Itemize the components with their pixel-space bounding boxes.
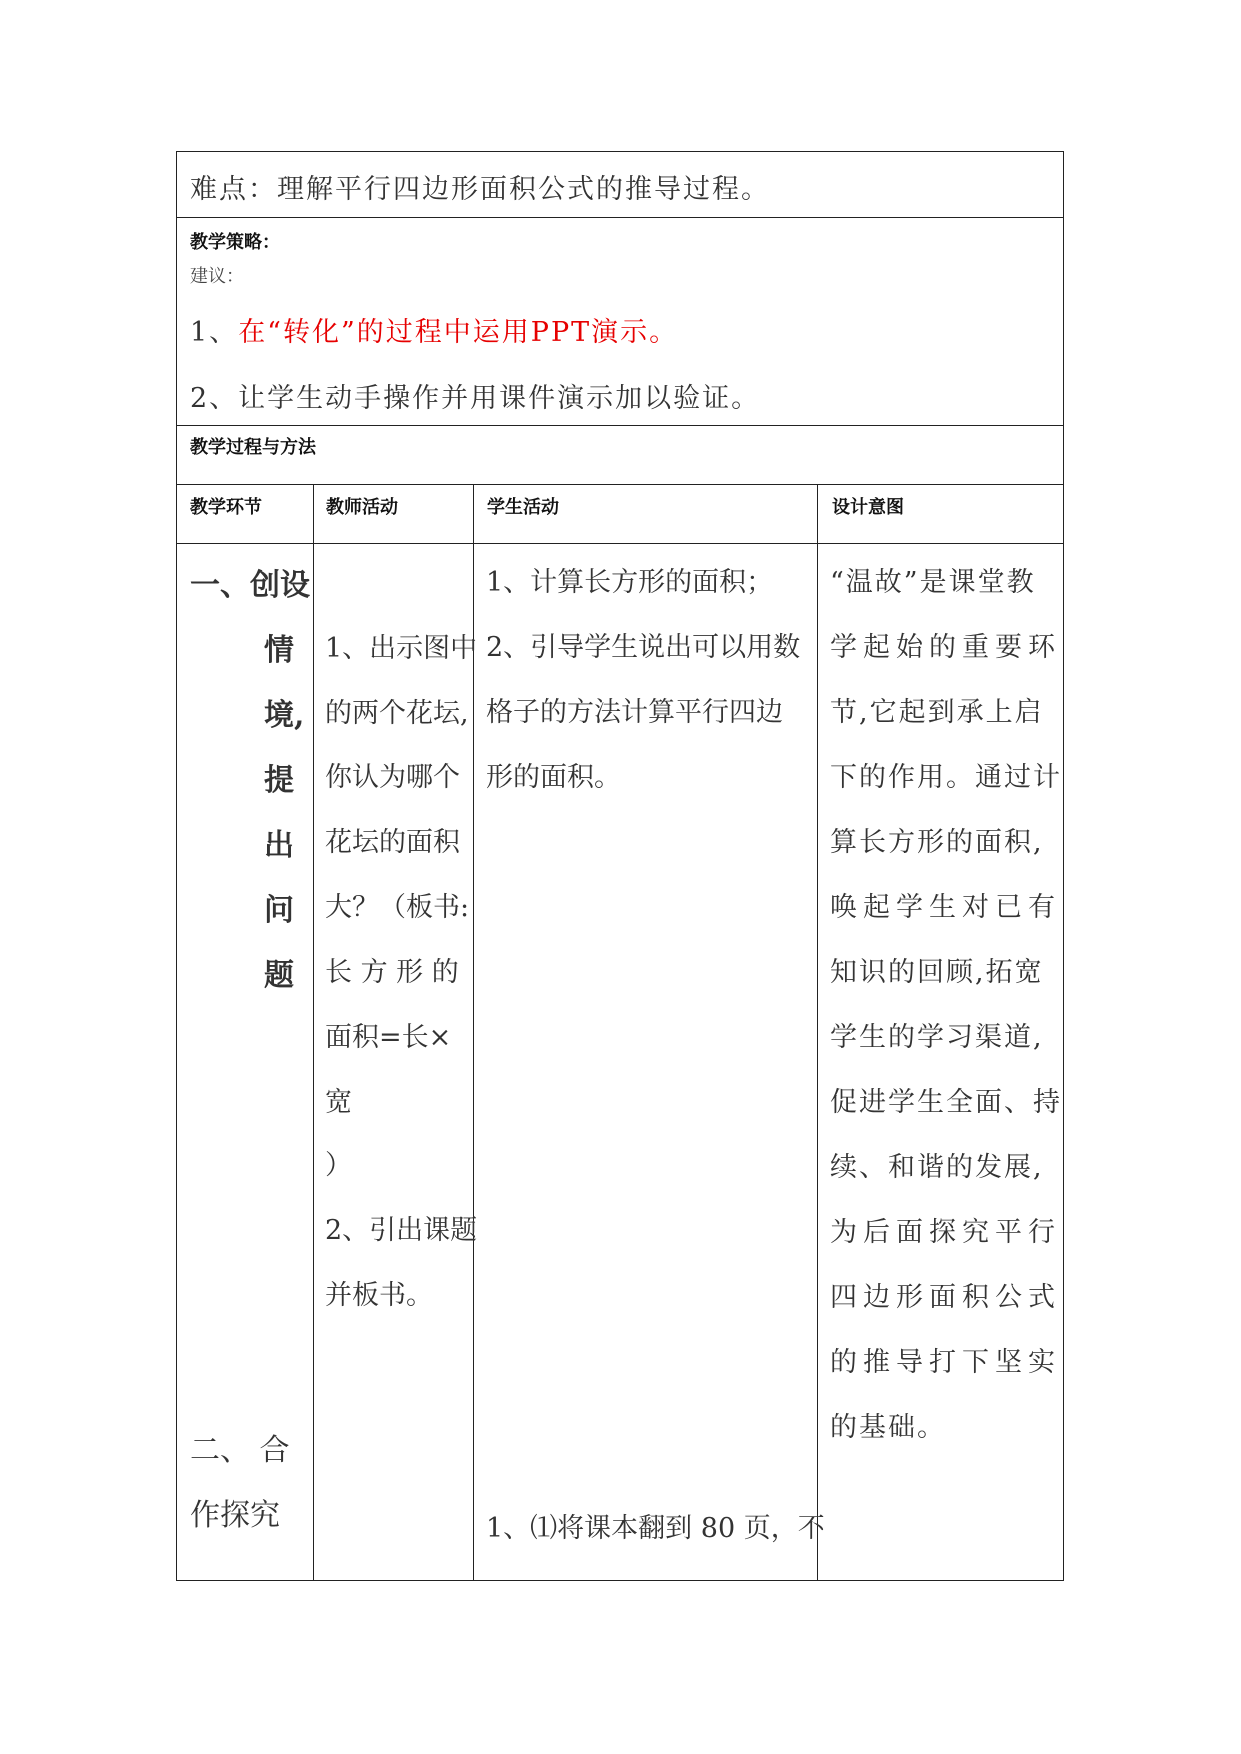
teacher-line: 宽 [325,1087,352,1118]
stage1-line1: 一、创设 [190,568,310,603]
header-design: 设计意图 [832,497,904,518]
column-divider [817,484,818,1581]
design-line: 促进学生全面、持 [830,1087,1062,1118]
item-text-red: 在“转化”的过程中运用PPT演示。 [238,317,679,348]
design-line: 学生的学习渠道, [830,1022,1044,1053]
strategy-title: 教学策略： [190,232,280,253]
column-divider [313,484,314,1581]
student-line-bottom: 1、⑴将课本翻到 80 页，不 [486,1513,825,1544]
row-divider [176,217,1064,218]
stage2-line2: 作探究 [190,1498,280,1533]
header-teacher: 教师活动 [326,497,398,518]
design-line: 算长方形的面积, [830,827,1044,858]
stage1-char: 题 [264,958,294,993]
stage1-char: 问 [264,893,294,928]
teacher-line: 1、出示图中 [325,633,478,664]
teacher-line: 并板书。 [325,1280,433,1311]
item-number: 1、 [190,317,239,348]
design-line: 四边形面积公式 [830,1282,1061,1313]
teacher-line: ） [325,1150,352,1181]
design-line: 续、和谐的发展, [830,1152,1044,1183]
teacher-line: 2、引出课题 [325,1215,478,1246]
row-divider [176,425,1064,426]
design-line: 下的作用。通过计 [830,762,1062,793]
teacher-line: 长 方 形 的 [325,957,459,988]
student-line: 格子的方法计算平行四边 [486,697,783,728]
strategy-item-1 [190,310,678,349]
stage1-char: 境, [264,698,305,733]
stage1-char: 情 [264,633,294,668]
stage1-char: 提 [264,763,294,798]
student-line: 1、计算长方形的面积； [486,567,774,598]
design-line: 学起始的重要环 [830,632,1061,663]
stage2-line1: 二、 合 [190,1433,290,1468]
teacher-line: 面积=长× [325,1022,452,1053]
teacher-line: 大？（板书: [325,892,470,923]
teacher-line: 你认为哪个 [325,762,460,793]
design-line: 的基础。 [830,1412,946,1443]
design-line: 唤起学生对已有 [830,892,1061,923]
stage1-char: 出 [264,828,294,863]
header-student: 学生活动 [487,497,559,518]
design-line: 节,它起到承上启 [830,697,1044,728]
row-divider [176,543,1064,544]
teacher-line: 的两个花坛, [325,698,469,729]
process-title: 教学过程与方法 [190,437,316,458]
student-line: 2、引导学生说出可以用数 [486,632,801,663]
design-line: “温故”是课堂教 [830,567,1036,598]
header-stage: 教学环节 [190,497,262,518]
design-line: 知识的回顾,拓宽 [830,957,1044,988]
design-line: 的推导打下坚实 [830,1347,1061,1378]
student-line: 形的面积。 [486,762,621,793]
difficulty-text: 难点：理解平行四边形面积公式的推导过程。 [190,174,770,205]
strategy-item-2: 2、让学生动手操作并用课件演示加以验证。 [190,383,761,414]
design-line: 为后面探究平行 [830,1217,1061,1248]
teacher-line: 花坛的面积 [325,827,460,858]
suggest-label: 建议： [190,266,244,287]
row-divider [176,484,1064,485]
